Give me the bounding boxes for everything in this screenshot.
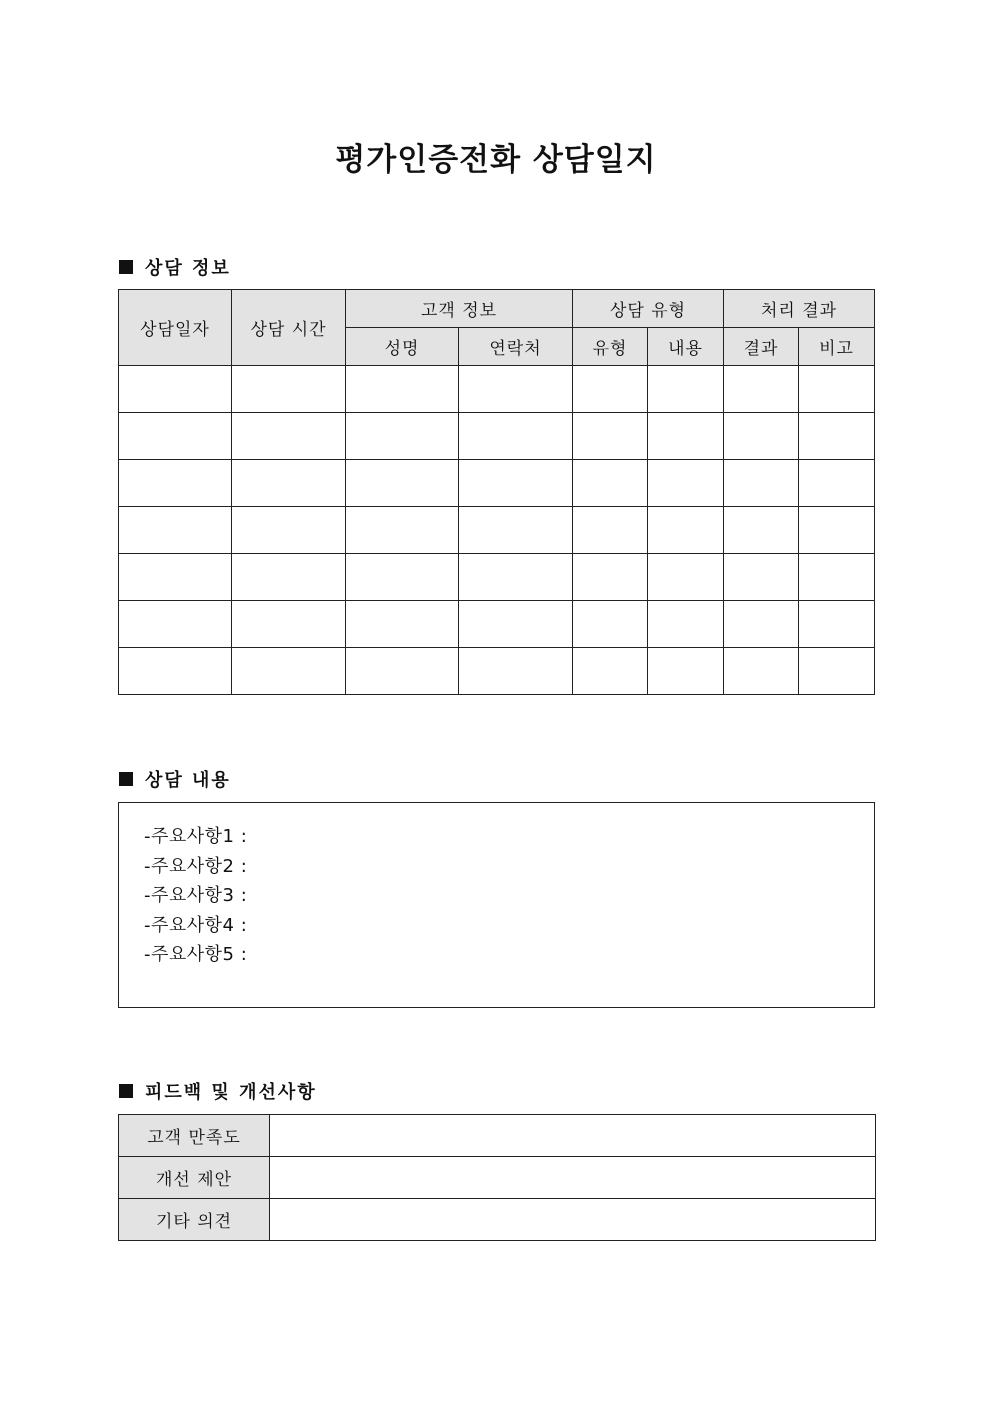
cell-content[interactable] — [648, 601, 724, 648]
header-result: 결과 — [724, 328, 799, 366]
cell-name[interactable] — [346, 460, 459, 507]
content-item: -주요사항3 : — [144, 885, 248, 906]
cell-result[interactable] — [724, 648, 799, 695]
header-consult-type: 상담 유형 — [573, 290, 724, 328]
cell-result[interactable] — [724, 366, 799, 413]
cell-result[interactable] — [724, 554, 799, 601]
page-title: 평가인증전화 상담일지 — [335, 142, 657, 178]
table-row — [119, 460, 875, 507]
cell-time[interactable] — [232, 460, 346, 507]
cell-time[interactable] — [232, 648, 346, 695]
cell-type[interactable] — [573, 507, 648, 554]
cell-date[interactable] — [119, 648, 232, 695]
section-heading-content — [119, 766, 231, 792]
cell-time[interactable] — [232, 554, 346, 601]
cell-contact[interactable] — [459, 648, 573, 695]
table-row — [119, 601, 875, 648]
header-date: 상담일자 — [119, 290, 232, 366]
cell-name[interactable] — [346, 413, 459, 460]
header-customer-info: 고객 정보 — [346, 290, 573, 328]
table-row — [119, 1199, 876, 1241]
content-item: -주요사항1 : — [144, 826, 248, 847]
cell-note[interactable] — [799, 601, 875, 648]
cell-content[interactable] — [648, 554, 724, 601]
feedback-label-satisfaction: 고객 만족도 — [119, 1115, 270, 1157]
cell-result[interactable] — [724, 413, 799, 460]
content-item-list — [144, 822, 247, 970]
table-row — [119, 1157, 876, 1199]
cell-name[interactable] — [346, 648, 459, 695]
cell-type[interactable] — [573, 554, 648, 601]
cell-note[interactable] — [799, 648, 875, 695]
section-heading-feedback — [119, 1078, 317, 1104]
cell-note[interactable] — [799, 460, 875, 507]
table-row — [119, 1115, 876, 1157]
square-bullet-icon — [119, 1084, 133, 1098]
cell-date[interactable] — [119, 507, 232, 554]
feedback-suggestion-field[interactable] — [270, 1157, 876, 1199]
cell-type[interactable] — [573, 648, 648, 695]
table-row — [119, 648, 875, 695]
cell-name[interactable] — [346, 554, 459, 601]
header-time: 상담 시간 — [232, 290, 346, 366]
cell-date[interactable] — [119, 601, 232, 648]
cell-name[interactable] — [346, 507, 459, 554]
feedback-satisfaction-field[interactable] — [270, 1115, 876, 1157]
header-type: 유형 — [573, 328, 648, 366]
feedback-table — [118, 1114, 876, 1241]
cell-time[interactable] — [232, 601, 346, 648]
feedback-other-field[interactable] — [270, 1199, 876, 1241]
cell-contact[interactable] — [459, 601, 573, 648]
cell-content[interactable] — [648, 413, 724, 460]
cell-content[interactable] — [648, 507, 724, 554]
square-bullet-icon — [119, 260, 133, 274]
content-item: -주요사항4 : — [144, 914, 248, 936]
header-result-group: 처리 결과 — [724, 290, 875, 328]
content-item: -주요사항5 : — [144, 944, 248, 965]
cell-type[interactable] — [573, 366, 648, 413]
header-name: 성명 — [346, 328, 459, 366]
table-row — [119, 507, 875, 554]
cell-date[interactable] — [119, 460, 232, 507]
header-note: 비고 — [799, 328, 875, 366]
cell-result[interactable] — [724, 601, 799, 648]
section-heading-label: 상담 내용 — [145, 770, 231, 791]
table-row — [119, 413, 875, 460]
square-bullet-icon — [119, 772, 133, 786]
cell-content[interactable] — [648, 648, 724, 695]
header-contact: 연락처 — [459, 328, 573, 366]
cell-contact[interactable] — [459, 413, 573, 460]
section-heading-label: 피드백 및 개선사항 — [145, 1082, 317, 1103]
cell-time[interactable] — [232, 366, 346, 413]
cell-contact[interactable] — [459, 554, 573, 601]
cell-note[interactable] — [799, 554, 875, 601]
cell-content[interactable] — [648, 366, 724, 413]
cell-name[interactable] — [346, 366, 459, 413]
cell-type[interactable] — [573, 460, 648, 507]
cell-content[interactable] — [648, 460, 724, 507]
cell-time[interactable] — [232, 413, 346, 460]
cell-time[interactable] — [232, 507, 346, 554]
section-heading-info — [119, 254, 231, 280]
cell-date[interactable] — [119, 366, 232, 413]
feedback-label-suggestion: 개선 제안 — [119, 1157, 270, 1199]
cell-note[interactable] — [799, 366, 875, 413]
cell-name[interactable] — [346, 601, 459, 648]
cell-note[interactable] — [799, 507, 875, 554]
cell-date[interactable] — [119, 554, 232, 601]
cell-result[interactable] — [724, 460, 799, 507]
header-content: 내용 — [648, 328, 724, 366]
cell-note[interactable] — [799, 413, 875, 460]
table-row — [119, 554, 875, 601]
feedback-label-other: 기타 의견 — [119, 1199, 270, 1241]
cell-contact[interactable] — [459, 507, 573, 554]
cell-contact[interactable] — [459, 366, 573, 413]
cell-type[interactable] — [573, 413, 648, 460]
consultation-content-box[interactable] — [118, 802, 875, 1008]
table-row — [119, 366, 875, 413]
cell-result[interactable] — [724, 507, 799, 554]
consultation-info-table — [118, 289, 875, 695]
section-heading-label: 상담 정보 — [145, 258, 231, 279]
content-item: -주요사항2 : — [144, 855, 248, 877]
cell-contact[interactable] — [459, 460, 573, 507]
cell-date[interactable] — [119, 413, 232, 460]
cell-type[interactable] — [573, 601, 648, 648]
